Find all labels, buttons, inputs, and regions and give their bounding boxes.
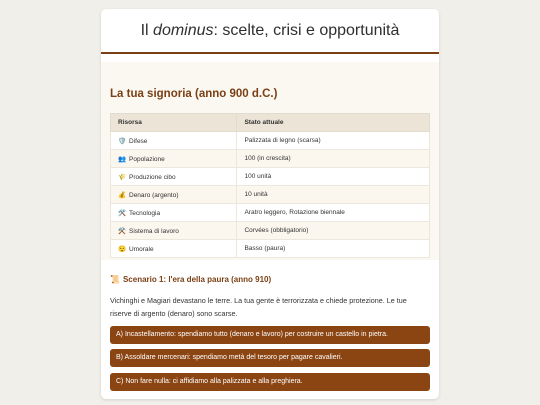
table-row bbox=[111, 222, 430, 240]
table-row bbox=[111, 186, 430, 204]
status-cell: Corvées (obbligatorio) bbox=[237, 222, 430, 240]
resource-cell bbox=[111, 186, 237, 204]
resources-table-body bbox=[111, 132, 430, 258]
table-row bbox=[111, 204, 430, 222]
status-cell: 100 unità bbox=[237, 168, 430, 186]
choice-b-button[interactable]: B) Assoldare mercenari: spendiamo metà del tesoro per pagare cavalieri. bbox=[110, 349, 430, 367]
table-row bbox=[111, 168, 430, 186]
table-row bbox=[111, 240, 430, 258]
worried-face-icon: 😟 bbox=[118, 245, 127, 253]
table-header-row bbox=[111, 114, 430, 132]
status-cell: 100 (in crescita) bbox=[237, 150, 430, 168]
title-emphasis: dominus bbox=[153, 21, 214, 39]
shield-icon: 🛡️ bbox=[118, 137, 127, 145]
wheat-icon: 🌾 bbox=[118, 173, 127, 181]
resource-cell bbox=[111, 222, 237, 240]
scroll-icon: 📜 bbox=[110, 275, 120, 284]
tools-icon: 🛠️ bbox=[118, 209, 127, 217]
scenario-title-text: Scenario 1: l'era della paura (anno 910) bbox=[122, 275, 272, 284]
scenario-description: Vichinghi e Magiari devastano le terre. La tua gente è terrorizzata e chiede protezione. Le tue riserve di argento (denaro) sono scarse. bbox=[110, 296, 407, 318]
resources-table bbox=[110, 113, 430, 258]
resource-label: Sistema di lavoro bbox=[129, 227, 179, 235]
money-bag-icon: 💰 bbox=[118, 191, 127, 199]
resource-label: Denaro (argento) bbox=[129, 191, 179, 199]
resource-label: Difese bbox=[129, 137, 148, 145]
resource-label: Produzione cibo bbox=[129, 173, 176, 181]
table-row bbox=[111, 150, 430, 168]
title-suffix: : scelte, crisi e opportunità bbox=[213, 21, 400, 39]
signoria-title: La tua signoria (anno 900 d.C.) bbox=[110, 88, 278, 100]
column-header-resource: Risorsa bbox=[111, 114, 237, 132]
table-row bbox=[111, 132, 430, 150]
resource-label: Umorale bbox=[129, 245, 154, 253]
page-header bbox=[101, 9, 439, 54]
status-cell: Palizzata di legno (scarsa) bbox=[237, 132, 430, 150]
resource-cell bbox=[111, 132, 237, 150]
resource-cell bbox=[111, 204, 237, 222]
resource-label: Tecnologia bbox=[129, 209, 161, 217]
people-icon: 👥 bbox=[118, 155, 127, 163]
hammer-pick-icon: ⚒️ bbox=[118, 227, 127, 235]
page-title bbox=[141, 22, 400, 40]
scenario-title bbox=[110, 275, 271, 284]
column-header-status: Stato attuale bbox=[237, 114, 430, 132]
signoria-section bbox=[101, 62, 439, 260]
resource-cell bbox=[111, 240, 237, 258]
status-cell: 10 unità bbox=[237, 186, 430, 204]
choice-c-button[interactable]: C) Non fare nulla: ci affidiamo alla palizzata e alla preghiera. bbox=[110, 373, 430, 391]
game-card bbox=[101, 9, 439, 399]
resource-label: Popolazione bbox=[129, 155, 165, 163]
status-cell: Basso (paura) bbox=[237, 240, 430, 258]
title-prefix: Il bbox=[140, 21, 154, 39]
choice-a-button[interactable]: A) Incastellamento: spendiamo tutto (denaro e lavoro) per costruire un castello in pietra. bbox=[110, 326, 430, 344]
status-cell: Aratro leggero, Rotazione biennale bbox=[237, 204, 430, 222]
resource-cell bbox=[111, 168, 237, 186]
resource-cell bbox=[111, 150, 237, 168]
